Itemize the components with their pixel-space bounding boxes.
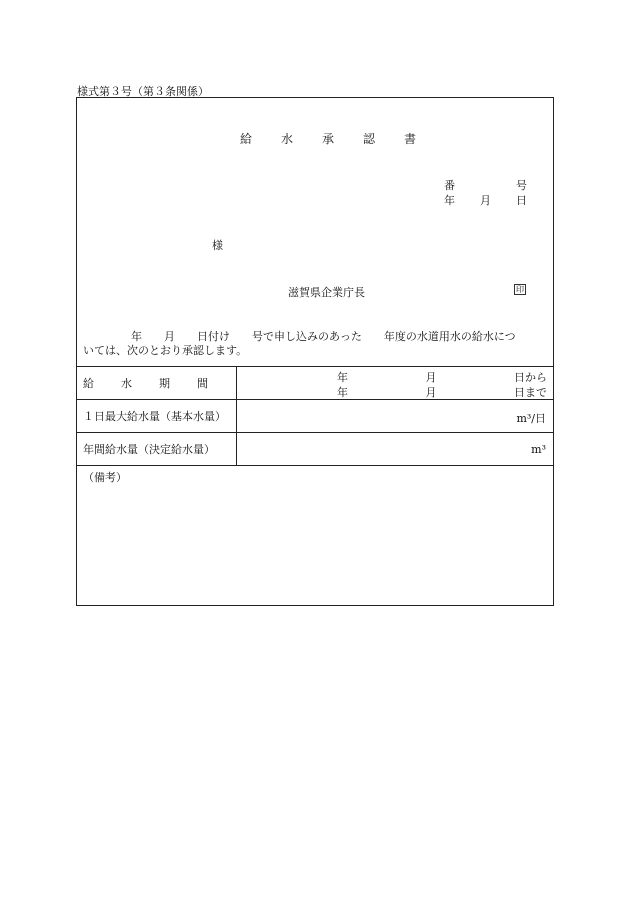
approval-table bbox=[77, 366, 553, 607]
period-end-month: 月 bbox=[425, 386, 437, 399]
period-label-text: 給水期間 bbox=[83, 377, 235, 390]
period-start-year: 年 bbox=[337, 371, 348, 384]
table-row-daily-max bbox=[77, 399, 553, 432]
seal-mark: 印 bbox=[516, 285, 524, 294]
issuer-name: 滋賀県企業庁長 bbox=[288, 286, 365, 299]
period-start bbox=[337, 369, 547, 385]
annual-value bbox=[237, 433, 553, 465]
table-row-notes bbox=[77, 465, 553, 607]
issue-date bbox=[444, 192, 527, 208]
period-label bbox=[77, 367, 237, 399]
period-end-year: 年 bbox=[337, 386, 348, 399]
annual-label: 年間給水量（決定給水量） bbox=[77, 433, 237, 465]
annual-unit: m³ bbox=[531, 443, 546, 456]
issue-date-day: 日 bbox=[516, 194, 527, 207]
period-end-day: 日まで bbox=[514, 386, 547, 399]
period-end bbox=[337, 384, 547, 400]
document-number-suffix: 号 bbox=[516, 179, 527, 192]
period-value bbox=[237, 367, 553, 399]
daily-max-unit: m³/日 bbox=[516, 412, 546, 425]
approval-statement-line1: 年 月 日付け 号で申し込みのあった 年度の水道用水の給水につ bbox=[131, 330, 516, 343]
table-row-period bbox=[77, 366, 553, 399]
daily-max-value bbox=[237, 400, 553, 432]
period-start-month: 月 bbox=[425, 371, 437, 384]
notes-label: （備考） bbox=[83, 471, 127, 484]
document-title: 給水承認書 bbox=[240, 132, 446, 146]
approval-statement-line2: いては、次のとおり承認します。 bbox=[83, 344, 248, 357]
approval-form bbox=[76, 97, 554, 606]
table-row-annual bbox=[77, 432, 553, 465]
daily-max-label: １日最大給水量（基本水量） bbox=[77, 400, 237, 432]
form-caption: 様式第３号（第３条関係） bbox=[77, 85, 209, 98]
addressee-suffix: 様 bbox=[212, 239, 223, 252]
approval-statement bbox=[83, 330, 549, 358]
issue-date-month: 月 bbox=[480, 194, 491, 207]
document-number-label: 番 bbox=[444, 179, 455, 192]
issue-date-year: 年 bbox=[444, 194, 455, 207]
period-start-day: 日から bbox=[514, 371, 547, 384]
